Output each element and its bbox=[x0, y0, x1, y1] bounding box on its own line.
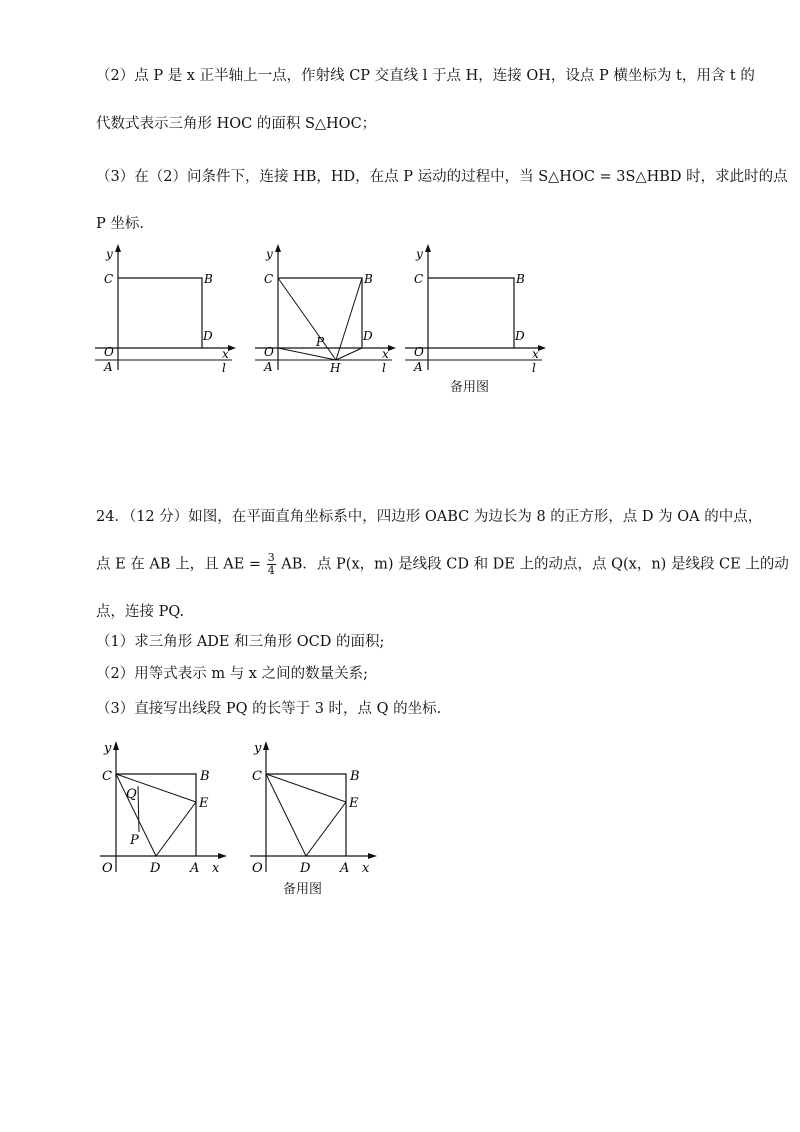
label-B: B bbox=[204, 272, 213, 286]
label-E: E bbox=[199, 796, 209, 811]
label-y: y bbox=[254, 741, 262, 756]
label-D: D bbox=[150, 861, 161, 876]
label-C: C bbox=[264, 272, 274, 286]
label-E: E bbox=[349, 796, 359, 811]
fraction-numerator: 3 bbox=[267, 551, 275, 564]
label-y: y bbox=[416, 247, 423, 261]
label-Q: Q bbox=[126, 787, 137, 802]
label-C: C bbox=[252, 769, 262, 784]
label-l: l bbox=[382, 361, 386, 375]
q23-part3-line2: P 坐标. bbox=[96, 216, 144, 232]
label-D: D bbox=[203, 329, 213, 343]
label-C: C bbox=[104, 272, 114, 286]
label-H: H bbox=[330, 361, 341, 375]
label-O: O bbox=[104, 345, 114, 359]
q23-backup-caption: 备用图 bbox=[450, 380, 490, 395]
label-O: O bbox=[252, 861, 263, 876]
q24-line2-post: AB．点 P(x，m) 是线段 CD 和 DE 上的动点，点 Q(x，n) 是线段 CE 上的动 bbox=[281, 556, 789, 573]
label-y: y bbox=[104, 741, 112, 756]
label-P: P bbox=[316, 335, 325, 349]
label-O: O bbox=[414, 345, 424, 359]
label-D: D bbox=[363, 329, 373, 343]
q24-sub3: （3）直接写出线段 PQ 的长等于 3 时，点 Q 的坐标. bbox=[96, 701, 442, 717]
label-y: y bbox=[106, 247, 113, 261]
q23-part2-line1: （2）点 P 是 x 正半轴上一点，作射线 CP 交直线 l 于点 H，连接 OH，设点 P 横坐标为 t，用含 t 的 bbox=[96, 68, 755, 84]
q23-part2-line2: 代数式表示三角形 HOC 的面积 S△HOC； bbox=[96, 116, 377, 132]
label-B: B bbox=[516, 272, 525, 286]
label-x: x bbox=[532, 347, 539, 361]
label-x: x bbox=[382, 347, 389, 361]
fraction-three-quarters bbox=[267, 552, 276, 577]
label-D: D bbox=[300, 861, 311, 876]
label-D: D bbox=[515, 329, 525, 343]
label-x: x bbox=[222, 347, 229, 361]
label-B: B bbox=[350, 769, 360, 784]
label-O: O bbox=[264, 345, 274, 359]
label-x: x bbox=[362, 861, 370, 876]
label-A: A bbox=[340, 861, 350, 876]
label-y: y bbox=[266, 247, 273, 261]
label-P: P bbox=[130, 833, 139, 848]
q24-line1: 24．（12 分）如图，在平面直角坐标系中，四边形 OABC 为边长为 8 的正方形，点 D 为 OA 的中点， bbox=[96, 509, 763, 525]
q24-figure-1 bbox=[90, 738, 230, 878]
label-C: C bbox=[414, 272, 424, 286]
label-l: l bbox=[532, 361, 536, 375]
q24-line3: 点，连接 PQ. bbox=[96, 604, 185, 620]
label-x: x bbox=[212, 861, 220, 876]
q24-line2-pre: 点 E 在 AB 上，且 AE = bbox=[96, 556, 262, 573]
label-A: A bbox=[414, 360, 423, 374]
q23-figure-1 bbox=[90, 240, 240, 375]
q24-figure-2 bbox=[240, 738, 380, 878]
q24-sub2: （2）用等式表示 m 与 x 之间的数量关系; bbox=[96, 666, 368, 682]
label-O: O bbox=[102, 861, 113, 876]
label-A: A bbox=[104, 360, 113, 374]
label-A: A bbox=[264, 360, 273, 374]
label-l: l bbox=[222, 361, 226, 375]
q23-figure-2 bbox=[250, 240, 400, 375]
fraction-denominator: 4 bbox=[267, 564, 275, 577]
label-A: A bbox=[190, 861, 200, 876]
q24-line2 bbox=[96, 552, 789, 577]
label-B: B bbox=[364, 272, 373, 286]
q24-backup-caption: 备用图 bbox=[283, 882, 323, 897]
q23-figure-3 bbox=[400, 240, 550, 375]
q23-part3-line1: （3）在（2）问条件下，连接 HB，HD，在点 P 运动的过程中，当 S△HOC = 3S△HBD 时，求此时的点 bbox=[96, 169, 788, 185]
label-B: B bbox=[200, 769, 210, 784]
q24-sub1: （1）求三角形 ADE 和三角形 OCD 的面积; bbox=[96, 634, 385, 650]
label-C: C bbox=[102, 769, 112, 784]
